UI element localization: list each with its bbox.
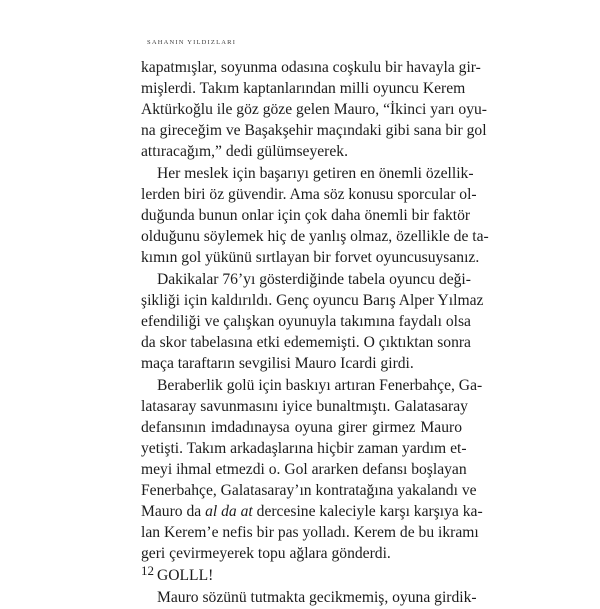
paragraph [141, 587, 477, 608]
running-header: SAHANIN YILDIZLARI [147, 39, 237, 46]
emphasized-phrase: al da at [205, 503, 253, 520]
text-line: defansının imdadınaysa oyuna girer girmez Mauro [141, 419, 462, 436]
text-line: mişlerdi. Takım kaptanlarından milli oyuncu Kerem [141, 80, 466, 97]
text-line: kımın gol yükünü sırtlayan bir forvet oyuncusuysanız. [141, 249, 480, 266]
paragraph [141, 375, 483, 564]
text-line: Her meslek için başarıyı getiren en önemli özellik- [157, 165, 474, 182]
paragraph [141, 269, 484, 374]
paragraph [141, 565, 462, 586]
text-line: Aktürkoğlu ile göz göze gelen Mauro, “İkinci yarı oyu- [141, 101, 487, 118]
text-line: yetişti. Takım arkadaşlarına hiçbir zaman yardım et- [141, 440, 467, 457]
text-line: Fenerbahçe, Galatasaray’ın kontratağına yakalandı ve [141, 482, 477, 499]
text-line: olduğunu söylemek hiç de yanlış olmaz, özellikle de ta- [141, 228, 489, 245]
text-line: meyi ihmal etmezdi o. Gol ararken defansı boşlayan [141, 461, 467, 478]
text-line: duğunda bunun onlar için çok daha önemli bir faktör [141, 207, 471, 224]
text-line: lan Kerem’e nefis bir pas yolladı. Kerem de bu ikramı [141, 524, 479, 541]
text-line: latasaray savunmasını iyice bunaltmıştı. Galatasaray [141, 398, 468, 415]
text-line: attıracağım,” dedi gülümseyerek. [141, 143, 348, 160]
paragraph [141, 57, 487, 162]
text-line: na gireceğim ve Başakşehir maçındaki gibi sana bir gol [141, 122, 487, 139]
text-line: kapatmışlar, soyunma odasına coşkulu bir havayla gir- [141, 59, 481, 76]
text-line: Mauro sözünü tutmakta gecikmemiş, oyuna girdik- [157, 589, 477, 606]
text-line: maça taraftarın sevgilisi Mauro Icardi girdi. [141, 355, 414, 372]
text-line: efendiliği ve çalışkan oyunuyla takımına faydalı olsa [141, 313, 471, 330]
body-text [141, 57, 489, 609]
text-line: Dakikalar 76’yı gösterdiğinde tabela oyuncu deği- [157, 271, 471, 288]
text-line: Mauro da al da at dercesine kaleciyle karşı karşıya ka- [141, 503, 483, 520]
text-line: lerden biri öz güvendir. Ama söz konusu sporcular ol- [141, 186, 477, 203]
text-line: Beraberlik golü için baskıyı artıran Fenerbahçe, Ga- [157, 377, 483, 394]
text-line: GOLLL! [157, 567, 214, 584]
text-line: geri çevirmeyerek topu ağlara gönderdi. [141, 545, 391, 562]
page-number: 12 [141, 563, 154, 578]
text-line: şikliği için kaldırıldı. Genç oyuncu Barış Alper Yılmaz [141, 292, 484, 309]
paragraph [141, 163, 489, 268]
text-line: da skor tabelasına etki edememişti. O çıktıktan sonra [141, 334, 471, 351]
